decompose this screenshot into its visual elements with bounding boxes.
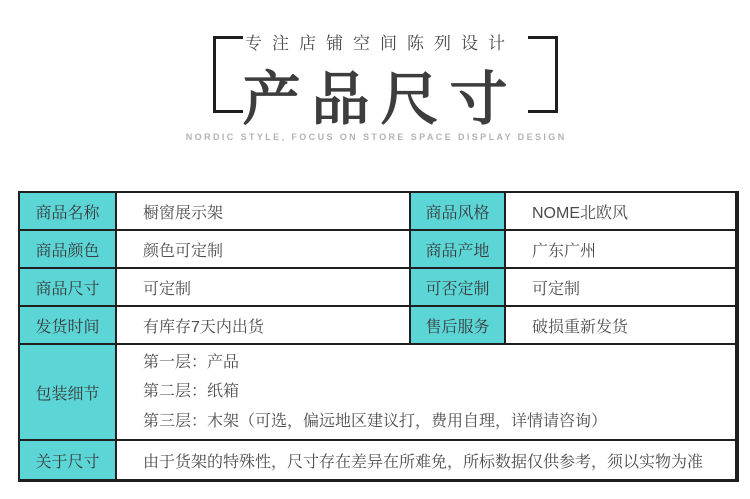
spec-value-packaging	[117, 345, 735, 439]
page-title: 产品尺寸	[242, 67, 519, 132]
spec-label-product-style: 商品风格	[411, 193, 504, 229]
spec-value-product-color: 颜色可定制	[117, 231, 409, 267]
spec-value-shipping-time: 有库存7天内出货	[117, 307, 409, 343]
spec-label-size-note: 关于尺寸	[20, 441, 115, 479]
spec-label-customizable: 可否定制	[411, 269, 504, 305]
spec-label-product-color: 商品颜色	[20, 231, 115, 267]
packaging-line-3: 第三层：木架（可选，偏远地区建议打，费用自理，详情请咨询）	[143, 412, 608, 430]
spec-label-after-sales: 售后服务	[411, 307, 504, 343]
spec-value-product-style: NOME北欧风	[506, 193, 735, 229]
header-tagline: 专注店铺空间陈列设计	[245, 34, 515, 53]
spec-label-product-size: 商品尺寸	[20, 269, 115, 305]
spec-value-customizable: 可定制	[506, 269, 735, 305]
spec-label-product-name: 商品名称	[20, 193, 115, 229]
packaging-line-2: 第二层：纸箱	[143, 383, 240, 401]
header-subtitle-en: NORDIC STYLE, FOCUS ON STORE SPACE DISPLAY DESIGN	[185, 132, 567, 142]
spec-value-product-name: 橱窗展示架	[117, 193, 409, 229]
product-spec-table	[18, 191, 739, 482]
spec-value-after-sales: 破损重新发货	[506, 307, 735, 343]
spec-label-packaging: 包装细节	[20, 345, 115, 439]
spec-value-product-size: 可定制	[117, 269, 409, 305]
spec-value-product-origin: 广东广州	[506, 231, 735, 267]
packaging-line-1: 第一层：产品	[143, 354, 240, 372]
spec-label-shipping-time: 发货时间	[20, 307, 115, 343]
spec-label-product-origin: 商品产地	[411, 231, 504, 267]
header	[0, 0, 750, 180]
spec-value-size-note: 由于货架的特殊性，尺寸存在差异在所难免，所标数据仅供参考，须以实物为准	[117, 441, 735, 479]
